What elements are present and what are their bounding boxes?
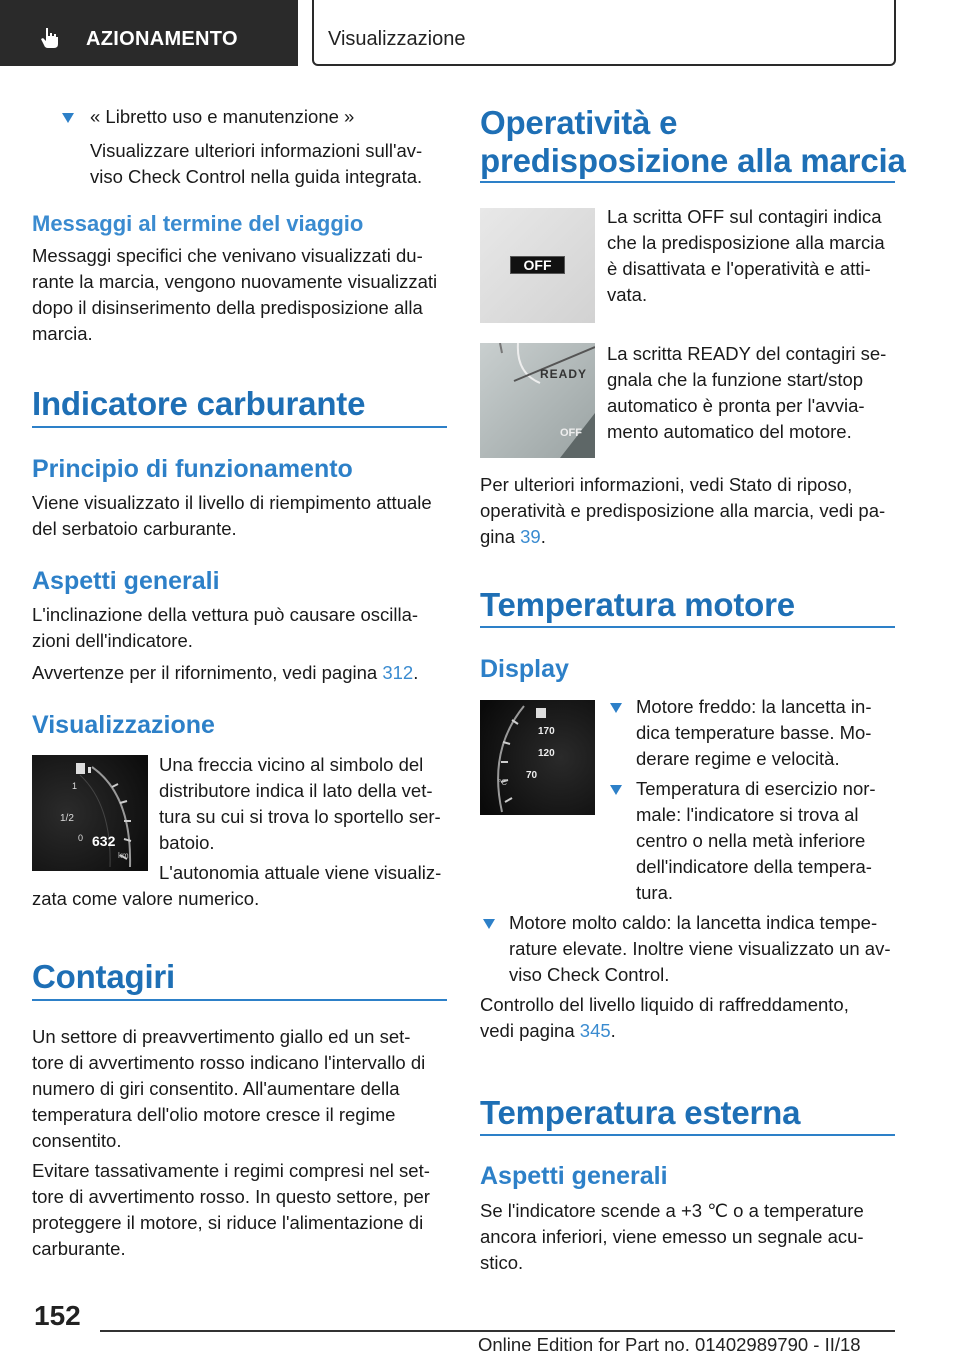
heading-temp-motore: Temperatura motore xyxy=(480,586,795,623)
heading-rule xyxy=(480,626,895,628)
avvertenze-text: Avvertenze per il rifornimento, vedi pagina 312. xyxy=(32,662,419,683)
bullet-esercizio: Temperatura di esercizio nor- male: l'indicatore si trova al centro o nella metà inferiore dell'indicatore della tempera- tura. xyxy=(636,778,876,903)
contagiri-p1: Un settore di preavvertimento giallo ed un set- tore di avvertimento rosso indicano l'intervallo di numero di giri consentito. All'aumentare della temperatura dell'olio motore cresce il regime consentito. xyxy=(32,1026,426,1151)
bullet-triangle-icon xyxy=(483,919,495,929)
ready-gauge-graphic xyxy=(480,343,595,458)
off-display-image xyxy=(480,208,595,323)
bullet-freddo: Motore freddo: la lancetta in- dica temperature basse. Mo- derare regime e velocità. xyxy=(636,696,872,769)
esterna-text: Se l'indicatore scende a +3 ℃ o a temperature ancora inferiori, viene emesso un segnale acu- stico. xyxy=(480,1200,864,1273)
temp-120-label: 120 xyxy=(538,748,555,759)
heading-contagiri: Contagiri xyxy=(32,958,176,995)
heading-display: Display xyxy=(480,655,569,683)
aspetti-text: L'inclinazione della vettura può causare oscilla- zioni dell'indicatore. xyxy=(32,604,419,651)
autonomia-line1: L'autonomia attuale viene visualiz- xyxy=(159,862,442,883)
breadcrumb xyxy=(312,0,896,66)
ready-display-image xyxy=(480,343,595,458)
heading-temp-esterna: Temperatura esterna xyxy=(480,1094,801,1131)
heading-operativita: Operatività e predisposizione alla marcia xyxy=(480,104,906,179)
heading-rule xyxy=(480,181,895,183)
ready-label: READY xyxy=(540,367,588,381)
contagiri-p2: Evitare tassativamente i regimi compresi nel set- tore di avvertimento rosso. In questo settore, per proteggere il motore, si riduce l'alimentazione di carburante. xyxy=(32,1160,430,1259)
autonomia-line2: zata come valore numerico. xyxy=(32,888,260,909)
page-number: 152 xyxy=(34,1300,81,1331)
page-header xyxy=(0,0,960,66)
ready-off-label: OFF xyxy=(560,427,582,439)
page-link-345[interactable]: 345 xyxy=(579,1020,611,1041)
heading-rule xyxy=(32,999,447,1001)
bullet-triangle-icon xyxy=(62,113,74,123)
temp-170-label: 170 xyxy=(538,726,555,737)
section-tab[interactable] xyxy=(0,0,298,66)
gauge-one-label: 1 xyxy=(72,781,78,791)
gauge-zero-label: 0 xyxy=(78,833,84,843)
page-link-39[interactable]: 39 xyxy=(520,526,541,547)
heading-rule xyxy=(32,426,447,428)
section-label: AZIONAMENTO xyxy=(86,28,238,50)
heading-aspetti-esterna: Aspetti generali xyxy=(480,1162,668,1190)
principio-text: Viene visualizzato il livello di riempimento attuale del serbatoio carburante. xyxy=(32,492,432,539)
hand-pointer-icon xyxy=(38,26,62,50)
heading-aspetti: Aspetti generali xyxy=(32,567,220,595)
gauge-half-label: 1/2 xyxy=(60,813,74,824)
temp-unit-label: °C xyxy=(498,778,507,787)
off-text: La scritta OFF sul contagiri indica che la predisposizione alla marcia è disattivata e l'operatività e atti- vata. xyxy=(607,206,885,305)
off-badge: OFF xyxy=(510,256,565,274)
heading-principio: Principio di funzionamento xyxy=(32,455,353,483)
messaggi-text: Messaggi specifici che venivano visualizzati du- rante la marcia, vengono nuovamente visualizzati dopo il disinserimento della predisposizione alla marcia. xyxy=(32,245,438,344)
range-value: 632 xyxy=(92,833,116,849)
heading-messaggi: Messaggi al termine del viaggio xyxy=(32,211,364,236)
footer-edition: Online Edition for Part no. 01402989790 - II/18 xyxy=(478,1334,861,1355)
heading-rule xyxy=(480,1134,895,1136)
bullet-caldo: Motore molto caldo: la lancetta indica tempe- rature elevate. Inoltre viene visualizzato un av- viso Check Control. xyxy=(509,912,891,985)
heading-indicatore: Indicatore carburante xyxy=(32,385,366,422)
page-link-312[interactable]: 312 xyxy=(382,662,414,683)
bullet-triangle-icon xyxy=(610,785,622,795)
bullet-libretto-desc: Visualizzare ulteriori informazioni sull'av- viso Check Control nella guida integrata. xyxy=(90,140,423,187)
temp-70-label: 70 xyxy=(526,770,538,781)
footer-rule xyxy=(100,1330,895,1332)
fuel-gauge-image xyxy=(32,755,148,871)
bullet-libretto: « Libretto uso e manutenzione » xyxy=(90,106,355,127)
visualizzazione-text: Una freccia vicino al simbolo del distributore indica il lato della vet- tura su cui si trova lo sportello ser- batoio. xyxy=(159,754,441,853)
temp-gauge-image xyxy=(480,700,595,815)
controllo-text: Controllo del livello liquido di raffreddamento, vedi pagina 345. xyxy=(480,994,849,1041)
ready-text: La scritta READY del contagiri se- gnala che la funzione start/stop automatico è pronta per l'avvia- mento automatico del motore. xyxy=(607,343,887,442)
bullet-triangle-icon xyxy=(610,703,622,713)
fuel-gauge-graphic xyxy=(32,755,148,871)
breadcrumb-label: Visualizzazione xyxy=(328,28,466,50)
range-unit: km xyxy=(118,851,129,860)
ulteriori-text: Per ulteriori informazioni, vedi Stato di riposo, operatività e predisposizione alla marcia, vedi pa- gina 39. xyxy=(480,474,886,547)
heading-visualizzazione: Visualizzazione xyxy=(32,711,215,739)
